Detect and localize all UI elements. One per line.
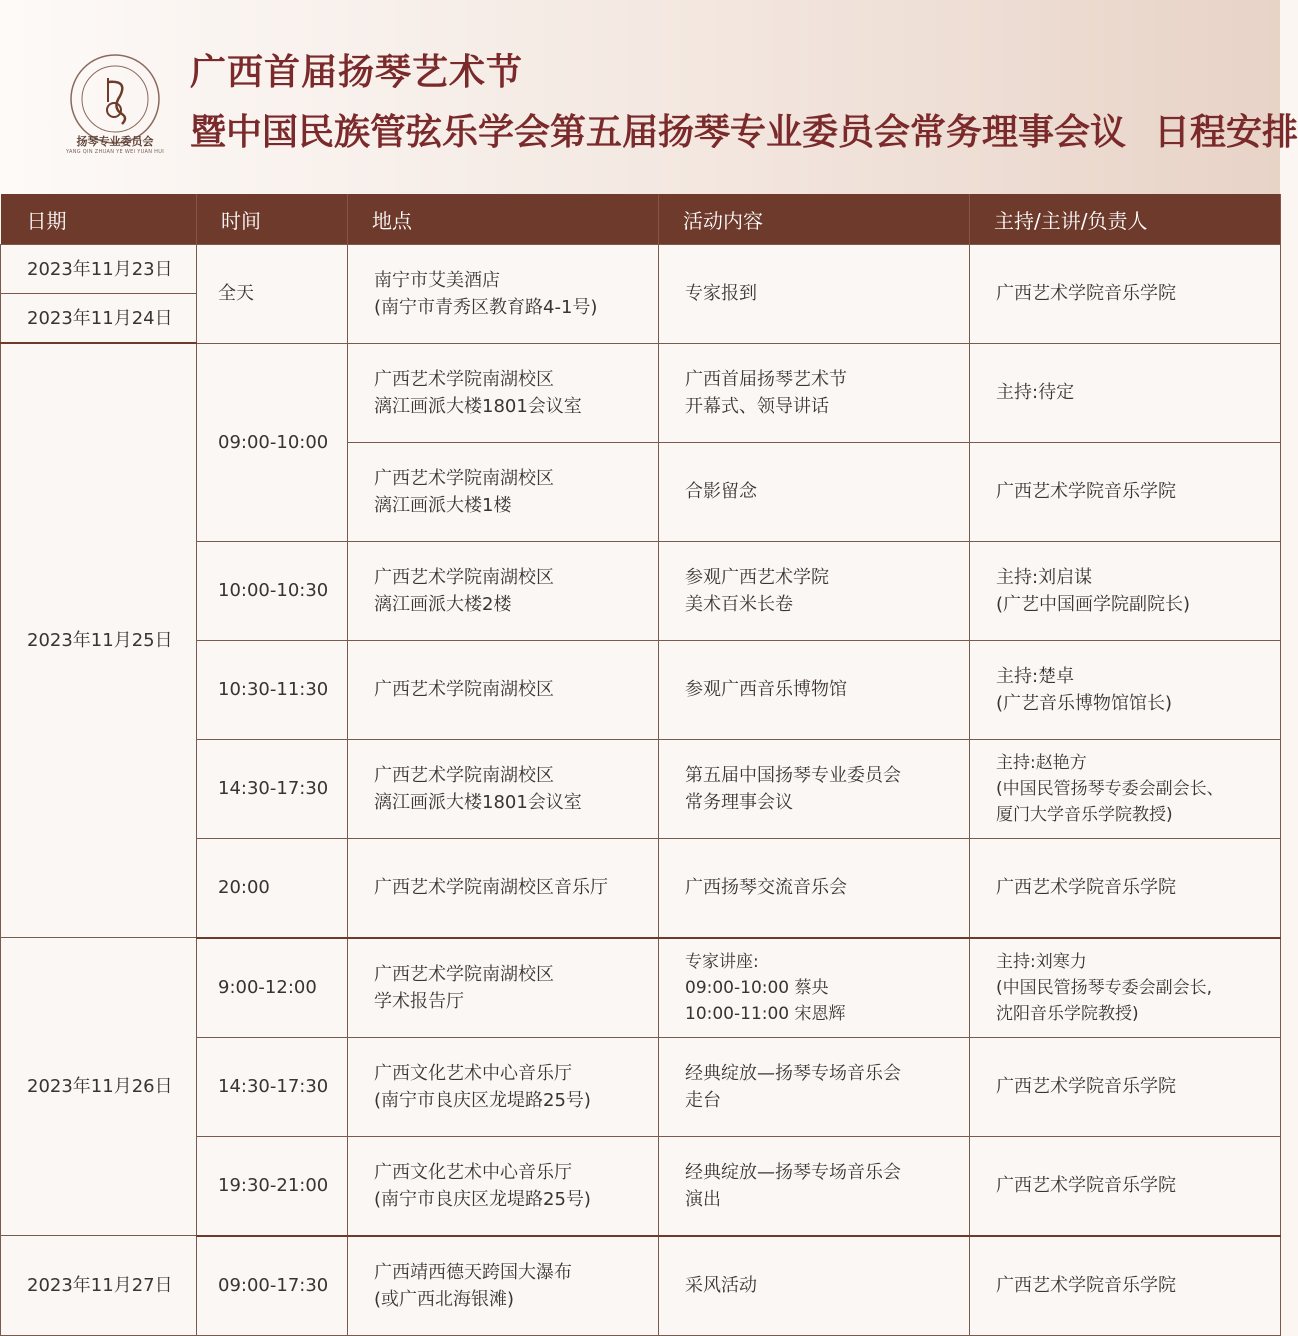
page-title-line1: 广西首届扬琴艺术节 (190, 51, 524, 93)
time-cell: 09:00-17:30 (197, 1236, 348, 1336)
place-cell: 广西艺术学院南湖校区 学术报告厅 (348, 938, 659, 1038)
place-cell: 广西艺术学院南湖校区 漓江画派大楼2楼 (348, 541, 659, 640)
host-cell: 主持:赵艳方 (中国民管扬琴专委会副会长、 厦门大学音乐学院教授) (970, 739, 1281, 838)
page-title-suffix: 日程安排 (1154, 111, 1298, 153)
time-cell: 全天 (197, 245, 348, 344)
activity-cell: 专家报到 (659, 245, 970, 344)
time-cell: 10:00-10:30 (197, 541, 348, 640)
host-cell: 主持:刘寒力 (中国民管扬琴专委会副会长, 沈阳音乐学院教授) (970, 938, 1281, 1038)
logo-name: 扬琴专业委员会 (76, 135, 154, 148)
place-cell: 广西艺术学院南湖校区 漓江画派大楼1楼 (348, 442, 659, 541)
activity-cell: 参观广西音乐博物馆 (659, 640, 970, 739)
host-cell: 广西艺术学院音乐学院 (970, 1136, 1281, 1236)
activity-cell: 专家讲座: 09:00-10:00 蔡央 10:00-11:00 宋恩辉 (659, 938, 970, 1038)
date-cell: 2023年11月23日 (1, 245, 197, 294)
place-cell: 南宁市艾美酒店 (南宁市青秀区教育路4-1号) (348, 245, 659, 344)
place-cell: 广西文化艺术中心音乐厅 (南宁市良庆区龙堤路25号) (348, 1136, 659, 1236)
column-header-date: 日期 (1, 194, 197, 245)
place-cell: 广西靖西德天跨国大瀑布 (或广西北海银滩) (348, 1236, 659, 1336)
logo-english-name: YANG QIN ZHUAN YE WEI YUAN HUI (66, 149, 164, 155)
time-cell: 9:00-12:00 (197, 938, 348, 1038)
time-cell: 14:30-17:30 (197, 739, 348, 838)
table-row (1, 938, 1281, 1038)
activity-cell: 广西首届扬琴艺术节 开幕式、领导讲话 (659, 343, 970, 442)
host-cell: 主持:刘启谋 (广艺中国画学院副院长) (970, 541, 1281, 640)
host-cell: 广西艺术学院音乐学院 (970, 1037, 1281, 1136)
activity-cell: 经典绽放—扬琴专场音乐会 演出 (659, 1136, 970, 1236)
activity-cell: 合影留念 (659, 442, 970, 541)
page-title-line2 (190, 104, 1298, 155)
host-cell: 广西艺术学院音乐学院 (970, 245, 1281, 344)
table-row (1, 343, 1281, 442)
table-row (1, 1236, 1281, 1336)
host-cell: 广西艺术学院音乐学院 (970, 442, 1281, 541)
activity-cell: 经典绽放—扬琴专场音乐会 走台 (659, 1037, 970, 1136)
date-cell: 2023年11月26日 (1, 938, 197, 1236)
time-cell: 19:30-21:00 (197, 1136, 348, 1236)
column-header-time: 时间 (197, 194, 348, 245)
date-cell: 2023年11月24日 (1, 294, 197, 344)
time-cell: 10:30-11:30 (197, 640, 348, 739)
date-cell: 2023年11月25日 (1, 343, 197, 938)
host-cell: 广西艺术学院音乐学院 (970, 838, 1281, 938)
place-cell: 广西艺术学院南湖校区 (348, 640, 659, 739)
place-cell: 广西艺术学院南湖校区 漓江画派大楼1801会议室 (348, 739, 659, 838)
host-cell: 主持:楚卓 (广艺音乐博物馆馆长) (970, 640, 1281, 739)
place-cell: 广西艺术学院南湖校区 漓江画派大楼1801会议室 (348, 343, 659, 442)
activity-cell: 第五届中国扬琴专业委员会 常务理事会议 (659, 739, 970, 838)
column-header-host: 主持/主讲/负责人 (970, 194, 1281, 245)
column-header-place: 地点 (348, 194, 659, 245)
place-cell: 广西文化艺术中心音乐厅 (南宁市良庆区龙堤路25号) (348, 1037, 659, 1136)
date-cell: 2023年11月27日 (1, 1236, 197, 1336)
host-cell: 广西艺术学院音乐学院 (970, 1236, 1281, 1336)
time-cell: 20:00 (197, 838, 348, 938)
column-header-activity: 活动内容 (659, 194, 970, 245)
host-cell: 主持:待定 (970, 343, 1281, 442)
activity-cell: 参观广西艺术学院 美术百米长卷 (659, 541, 970, 640)
place-cell: 广西艺术学院南湖校区音乐厅 (348, 838, 659, 938)
header-banner (0, 0, 1298, 194)
activity-cell: 采风活动 (659, 1236, 970, 1336)
time-cell: 09:00-10:00 (197, 343, 348, 541)
table-header-row (1, 194, 1281, 245)
page-title-main: 暨中国民族管弦乐学会第五届扬琴专业委员会常务理事会议 (190, 111, 1127, 153)
schedule-table (0, 194, 1281, 1336)
table-row (1, 245, 1281, 294)
time-cell: 14:30-17:30 (197, 1037, 348, 1136)
activity-cell: 广西扬琴交流音乐会 (659, 838, 970, 938)
